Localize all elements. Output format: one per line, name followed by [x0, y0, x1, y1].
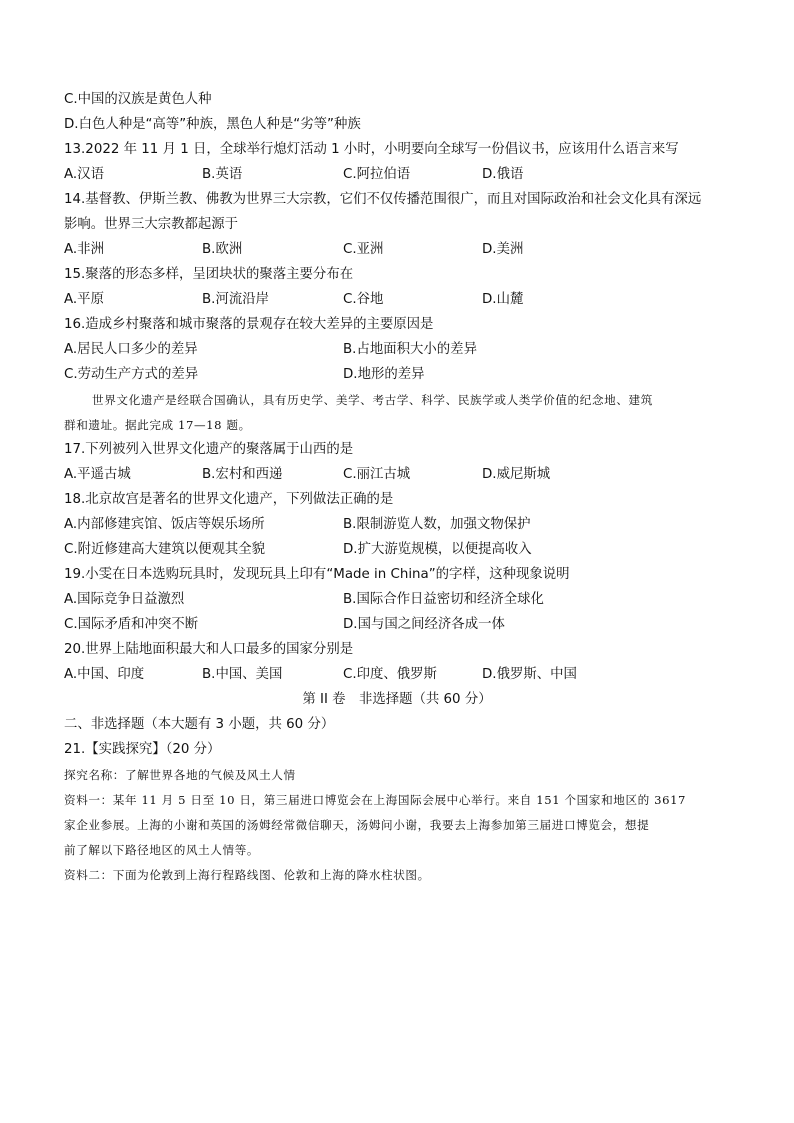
q17-stem: 17.下列被列入世界文化遗产的聚落属于山西的是	[64, 442, 354, 457]
q16-options-row1	[64, 341, 744, 359]
q12-option-c: C.中国的汉族是黄色人种	[64, 92, 212, 107]
q20-option-d: D.俄罗斯、中国	[482, 667, 577, 682]
q16-stem: 16.造成乡村聚落和城市聚落的景观存在较大差异的主要原因是	[64, 317, 434, 332]
q20-stem: 20.世界上陆地面积最大和人口最多的国家分别是	[64, 642, 354, 657]
q17-options	[64, 466, 744, 484]
q21-inquiry-name: 探究名称：了解世界各地的气候及风土人情	[64, 768, 296, 782]
q16-options-row2	[64, 366, 744, 384]
q21-title: 21.【实践探究】（20 分）	[64, 742, 221, 757]
part2-title: 第 II 卷 非选择题（共 60 分）	[302, 692, 492, 707]
q12-option-d: D.白色人种是“高等”种族，黑色人种是“劣等”种族	[64, 117, 361, 132]
q21-material1-line3: 前了解以下路径地区的风土人情等。	[64, 843, 260, 857]
q15-options	[64, 291, 744, 309]
q14-options	[64, 241, 744, 259]
q17-option-d: D.威尼斯城	[482, 467, 551, 482]
q14-option-b: B.欧洲	[202, 242, 243, 257]
q20-option-c: C.印度、俄罗斯	[343, 667, 437, 682]
part2-section-heading: 二、非选择题（本大题有 3 小题，共 60 分）	[64, 717, 335, 732]
q17-option-b: B.宏村和西递	[202, 467, 283, 482]
q14-option-c: C.亚洲	[343, 242, 384, 257]
q13-option-c: C.阿拉伯语	[343, 167, 411, 182]
q15-stem: 15.聚落的形态多样，呈团块状的聚落主要分布在	[64, 267, 354, 282]
q19-option-d: D.国与国之间经济各成一体	[343, 617, 505, 632]
q15-option-d: D.山麓	[482, 292, 524, 307]
q14-option-d: D.美洲	[482, 242, 524, 257]
q15-option-b: B.河流沿岸	[202, 292, 270, 307]
passage-17-18-line2: 群和遗址。据此完成 17—18 题。	[64, 418, 251, 432]
q18-option-c: C.附近修建高大建筑以便观其全貌	[64, 542, 266, 557]
q21-material2: 资料二：下面为伦敦到上海行程路线图、伦敦和上海的降水柱状图。	[64, 868, 430, 882]
q21-material1-line1: 资料一：某年 11 月 5 日至 10 日，第三届进口博览会在上海国际会展中心举行。来自 151 个国家和地区的 3617	[64, 793, 687, 807]
q20-option-b: B.中国、美国	[202, 667, 283, 682]
q13-option-d: D.俄语	[482, 167, 524, 182]
q21-material1-line2: 家企业参展。上海的小谢和英国的汤姆经常微信聊天，汤姆问小谢，我要去上海参加第三届进口博览会，想提	[64, 818, 650, 832]
q15-option-c: C.谷地	[343, 292, 384, 307]
q13-option-b: B.英语	[202, 167, 243, 182]
q19-options-row1	[64, 591, 744, 609]
q20-options	[64, 666, 744, 684]
q14-stem-line2: 影响。世界三大宗教都起源于	[64, 217, 239, 232]
q15-option-a: A.平原	[64, 292, 104, 307]
q14-stem-line1: 14.基督教、伊斯兰教、佛教为世界三大宗教，它们不仅传播范围很广，而且对国际政治和社会文化具有深远	[64, 192, 702, 207]
passage-17-18-line1: 世界文化遗产是经联合国确认，具有历史学、美学、考古学、科学、民族学或人类学价值的纪念地、建筑	[92, 393, 653, 407]
q16-option-b: B.占地面积大小的差异	[343, 342, 477, 357]
q18-option-a: A.内部修建宾馆、饭店等娱乐场所	[64, 517, 265, 532]
q19-option-c: C.国际矛盾和冲突不断	[64, 617, 199, 632]
q14-option-a: A.非洲	[64, 242, 104, 257]
q18-stem: 18.北京故宫是著名的世界文化遗产，下列做法正确的是	[64, 492, 394, 507]
q16-option-d: D.地形的差异	[343, 367, 425, 382]
q19-option-a: A.国际竞争日益激烈	[64, 592, 185, 607]
q13-option-a: A.汉语	[64, 167, 104, 182]
q18-option-d: D.扩大游览规模，以便提高收入	[343, 542, 532, 557]
q19-options-row2	[64, 616, 744, 634]
q16-option-a: A.居民人口多少的差异	[64, 342, 198, 357]
q16-option-c: C.劳动生产方式的差异	[64, 367, 199, 382]
q19-option-b: B.国际合作日益密切和经济全球化	[343, 592, 544, 607]
q19-stem: 19.小雯在日本选购玩具时，发现玩具上印有“Made in China”的字样，这种现象说明	[64, 567, 570, 582]
q18-options-row2	[64, 541, 744, 559]
q13-options	[64, 166, 744, 184]
q20-option-a: A.中国、印度	[64, 667, 145, 682]
q17-option-c: C.丽江古城	[343, 467, 411, 482]
q18-option-b: B.限制游览人数，加强文物保护	[343, 517, 531, 532]
q13-stem: 13.2022 年 11 月 1 日，全球举行熄灯活动 1 小时，小明要向全球写一份倡议书，应该用什么语言来写	[64, 142, 679, 157]
q18-options-row1	[64, 516, 744, 534]
q17-option-a: A.平遥古城	[64, 467, 131, 482]
